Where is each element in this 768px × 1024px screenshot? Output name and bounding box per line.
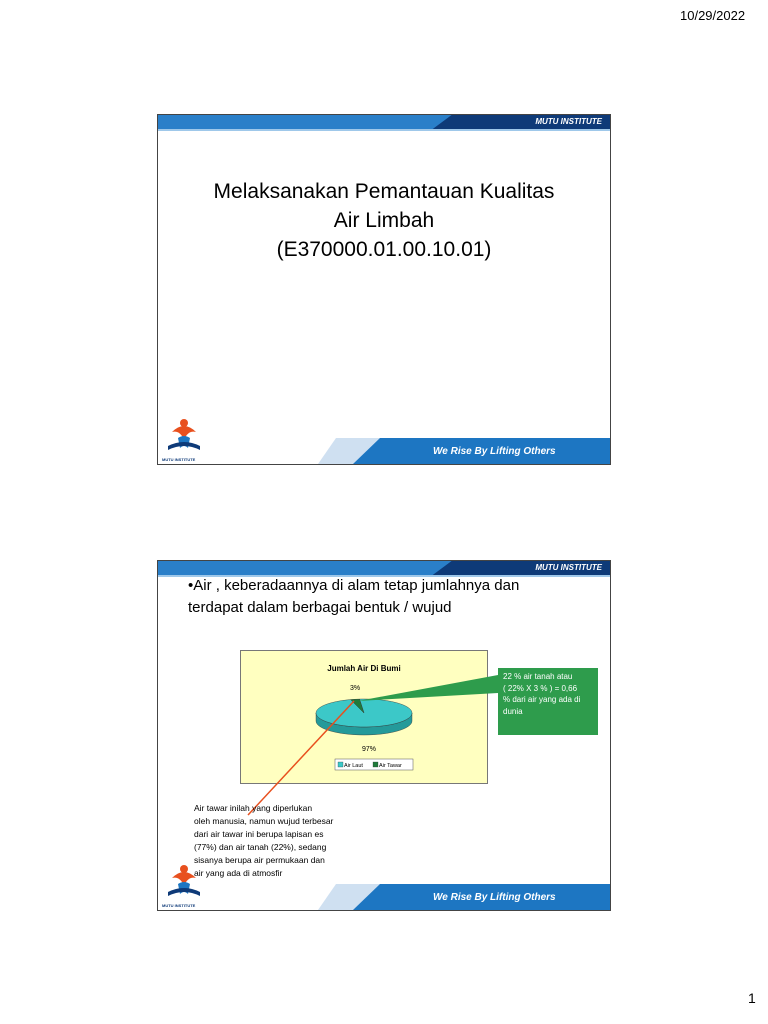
- legend-label-air-tawar: Air Tawar: [379, 763, 402, 769]
- legend-label-air-laut: Air Laut: [344, 763, 363, 769]
- callout-line-3: % dari air yang ada di: [503, 695, 581, 704]
- note-line-2: oleh manusia, namun wujud terbesar: [194, 816, 334, 826]
- note-line-1: Air tawar inilah yang diperlukan: [194, 803, 313, 813]
- slide-footer-bar: [158, 884, 610, 910]
- bullet-line-1: •Air , keberadaannya di alam tetap jumlahnya dan: [188, 577, 520, 594]
- callout-line-2: ( 22% X 3 % ) = 0,66: [503, 683, 578, 693]
- brand-label: MUTU INSTITUTE: [535, 563, 602, 572]
- note-line-3: dari air tawar ini berupa lapisan es: [194, 829, 324, 839]
- logo-text: MUTU INSTITUTE: [162, 903, 196, 908]
- note-line-5: sisanya berupa air permukaan dan: [194, 855, 325, 865]
- callout-line-1: 22 % air tanah atau: [503, 672, 573, 681]
- title-line-1: Melaksanakan Pemantauan Kualitas: [213, 180, 555, 203]
- bullet-line-2: terdapat dalam berbagai bentuk / wujud: [188, 599, 452, 616]
- callout-box: [498, 668, 598, 735]
- slide-footer-bar: [158, 438, 610, 464]
- print-date: 10/29/2022: [680, 8, 746, 23]
- data-label-air-tawar: 3%: [349, 685, 361, 692]
- slide-title: [178, 177, 590, 264]
- slide-1: [157, 114, 611, 465]
- tagline: We Rise By Lifting Others: [433, 446, 556, 457]
- callout-line-4: dunia: [503, 706, 523, 716]
- chart-title: Jumlah Air Di Bumi: [327, 664, 401, 673]
- slide-2: [157, 560, 611, 911]
- note-pointer-line: [248, 701, 354, 815]
- page-number: 1: [748, 990, 756, 1006]
- tagline: We Rise By Lifting Others: [433, 892, 556, 903]
- logo-text: MUTU INSTITUTE: [162, 457, 196, 462]
- title-line-2: Air Limbah: [333, 209, 435, 232]
- brand-label: MUTU INSTITUTE: [535, 117, 602, 126]
- slide-header-bar: [158, 115, 610, 131]
- note-line-6: air yang ada di atmosfir: [194, 868, 283, 878]
- data-label-air-laut: 97%: [361, 746, 377, 753]
- title-line-3: (E370000.01.00.10.01): [276, 238, 492, 261]
- explanation-note: [194, 802, 384, 880]
- note-line-4: (77%) dan air tanah (22%), sedang: [194, 842, 327, 852]
